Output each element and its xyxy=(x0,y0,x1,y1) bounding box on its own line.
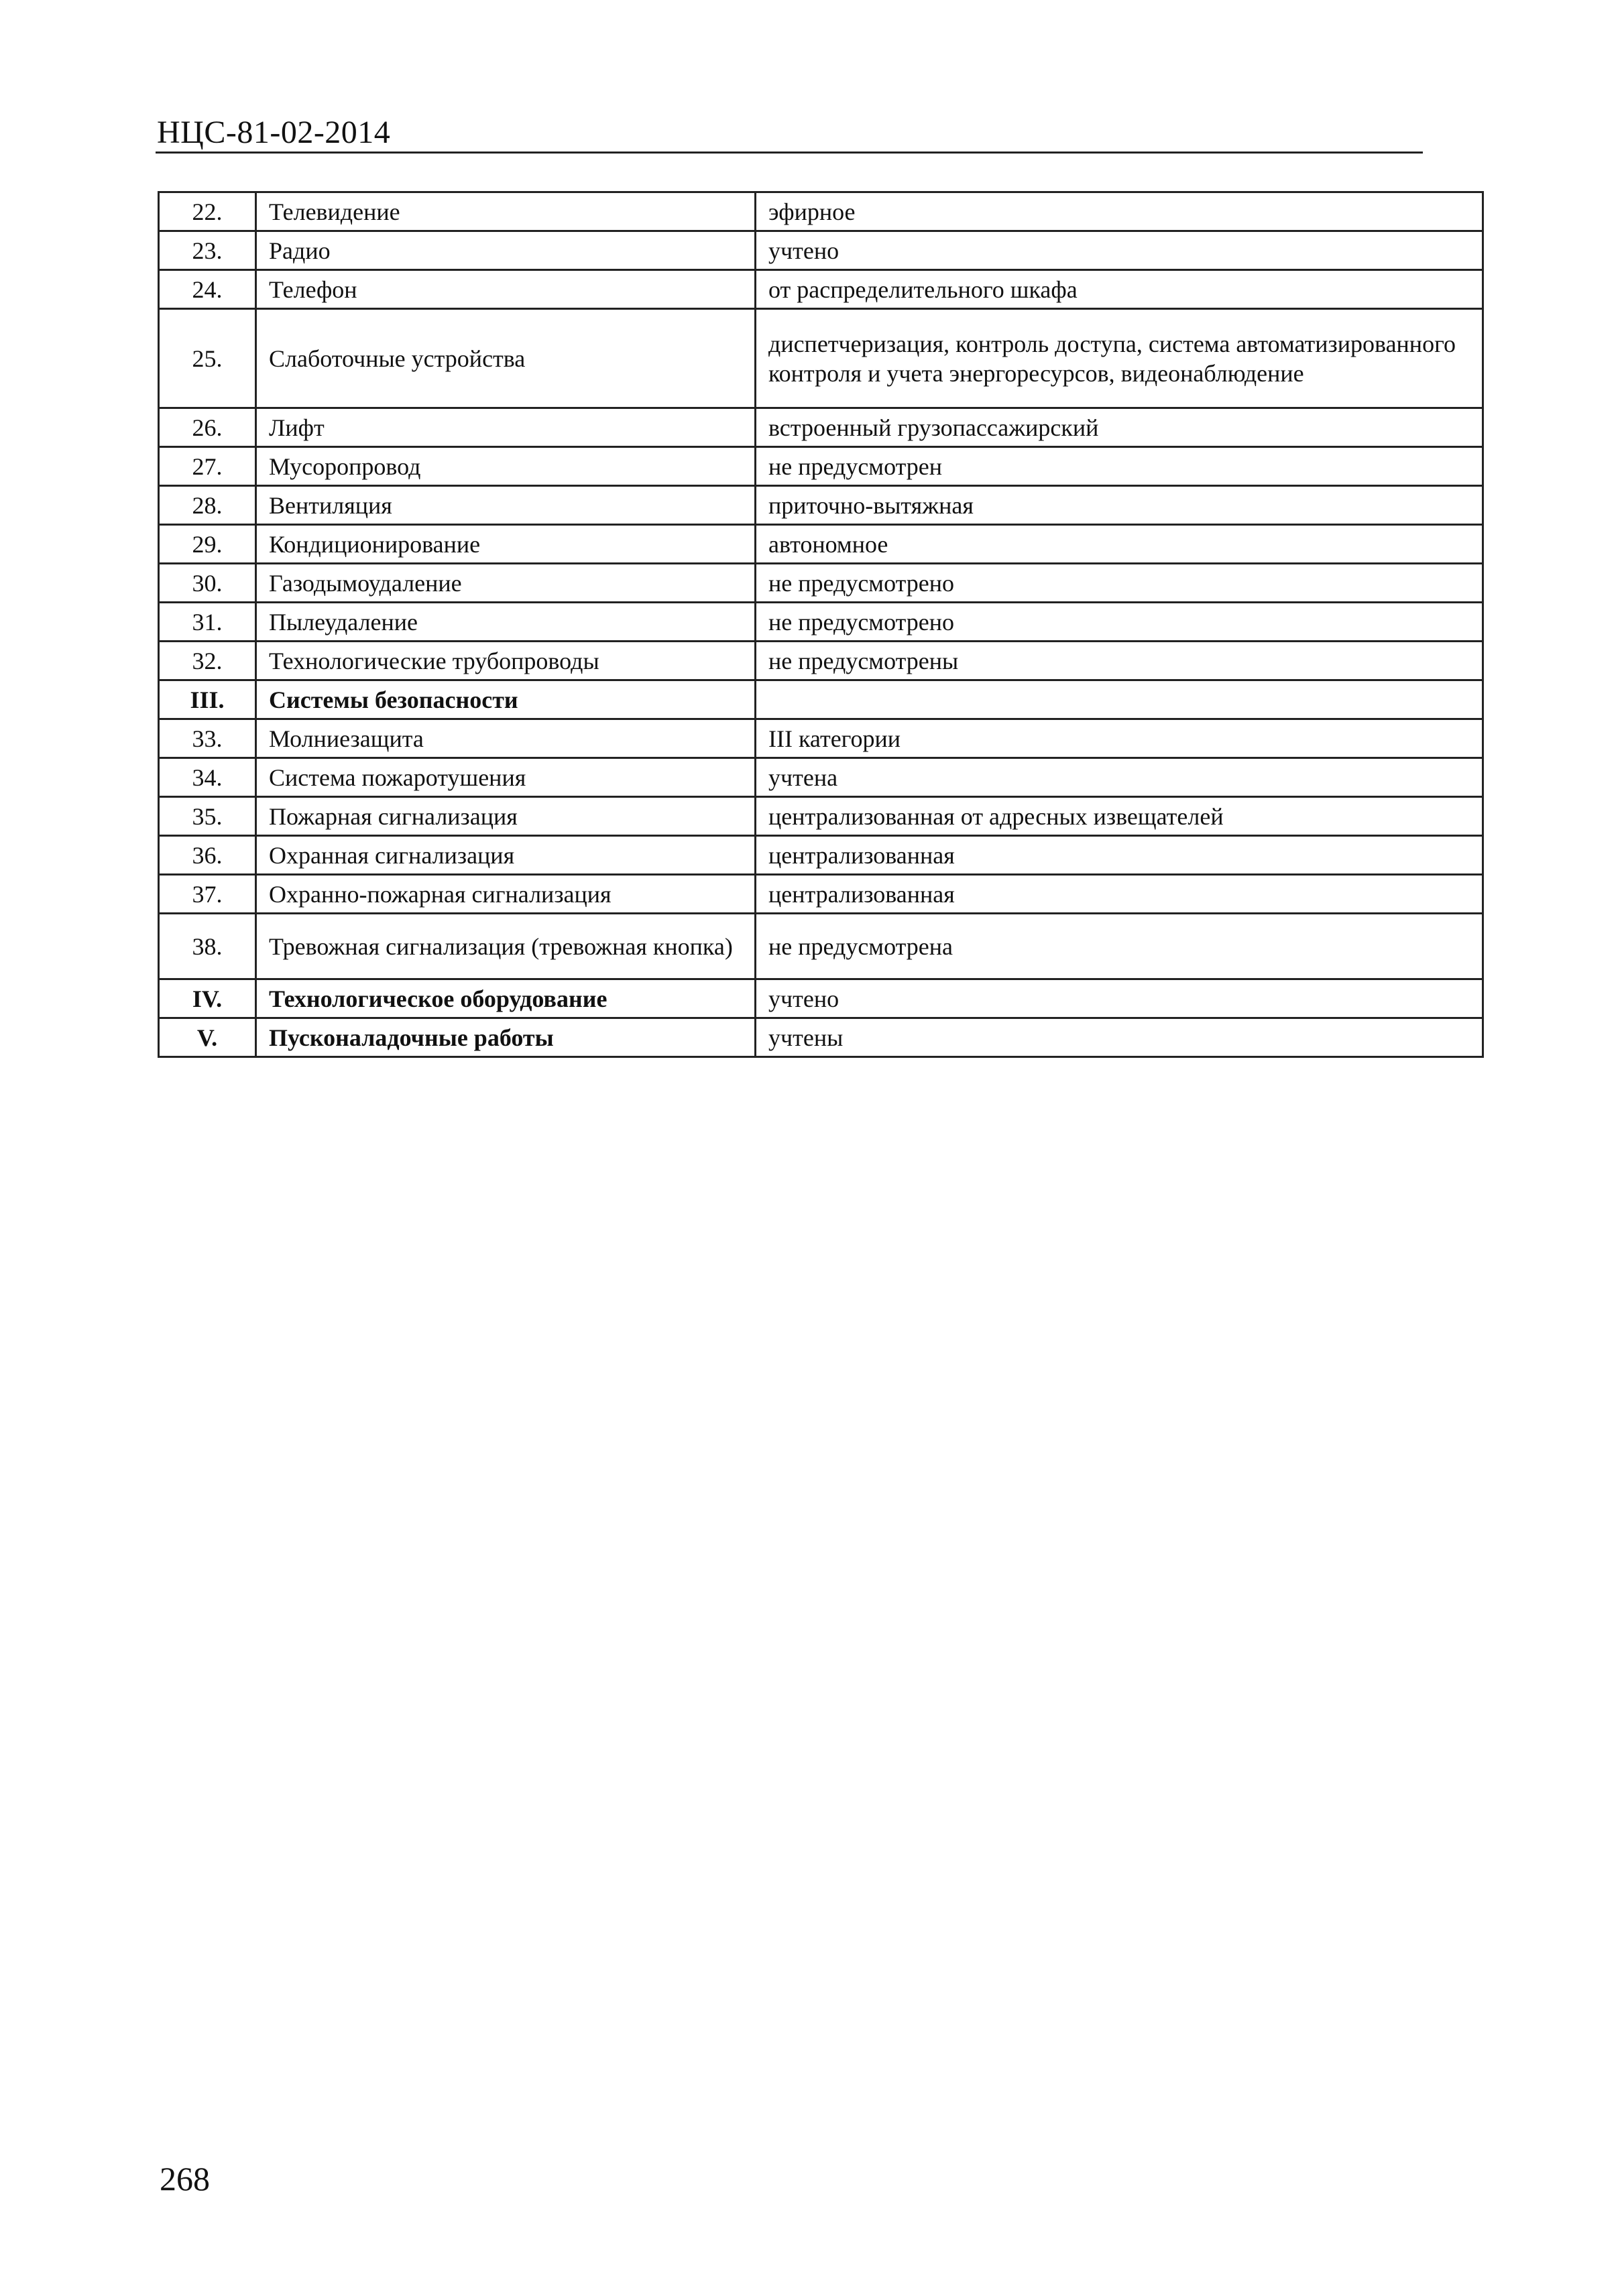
row-name: Пылеудаление xyxy=(256,603,756,642)
row-number: 37. xyxy=(159,875,256,914)
row-number: 38. xyxy=(159,914,256,979)
table-row xyxy=(159,719,1483,758)
page-number: 268 xyxy=(160,2160,210,2197)
table-row xyxy=(159,231,1483,270)
table-row xyxy=(159,642,1483,680)
row-number: 27. xyxy=(159,447,256,486)
row-number: 30. xyxy=(159,564,256,603)
section-title: Системы безопасности xyxy=(256,680,756,719)
row-value: не предусмотрена xyxy=(756,914,1483,979)
table-row xyxy=(159,408,1483,447)
row-name: Охранная сигнализация xyxy=(256,836,756,875)
row-name: Пожарная сигнализация xyxy=(256,797,756,836)
section-number: V. xyxy=(159,1018,256,1057)
row-value: централизованная от адресных извещателей xyxy=(756,797,1483,836)
table-row xyxy=(159,525,1483,564)
table-row xyxy=(159,758,1483,797)
row-number: 36. xyxy=(159,836,256,875)
row-number: 29. xyxy=(159,525,256,564)
row-value: от распределительного шкафа xyxy=(756,270,1483,309)
row-value: учтено xyxy=(756,979,1483,1018)
row-value: приточно-вытяжная xyxy=(756,486,1483,525)
table-row xyxy=(159,564,1483,603)
row-value: встроенный грузопассажирский xyxy=(756,408,1483,447)
row-value xyxy=(756,680,1483,719)
row-name: Молниезащита xyxy=(256,719,756,758)
row-name: Слаботочные устройства xyxy=(256,309,756,408)
table-row xyxy=(159,836,1483,875)
table-row xyxy=(159,875,1483,914)
row-value: не предусмотрено xyxy=(756,603,1483,642)
table-row xyxy=(159,603,1483,642)
row-name: Радио xyxy=(256,231,756,270)
section-row xyxy=(159,680,1483,719)
row-number: 26. xyxy=(159,408,256,447)
row-value: эфирное xyxy=(756,192,1483,231)
row-number: 34. xyxy=(159,758,256,797)
row-number: 24. xyxy=(159,270,256,309)
row-name: Тревожная сигнализация (тревожная кнопка) xyxy=(256,914,756,979)
header-rule xyxy=(156,152,1423,154)
row-name: Мусоропровод xyxy=(256,447,756,486)
row-name: Вентиляция xyxy=(256,486,756,525)
row-value: не предусмотрен xyxy=(756,447,1483,486)
section-row xyxy=(159,1018,1483,1057)
section-number: IV. xyxy=(159,979,256,1018)
row-number: 25. xyxy=(159,309,256,408)
section-title: Пусконаладочные работы xyxy=(256,1018,756,1057)
document-header xyxy=(156,107,1423,154)
row-number: 28. xyxy=(159,486,256,525)
table-row xyxy=(159,270,1483,309)
row-name: Лифт xyxy=(256,408,756,447)
row-name: Кондиционирование xyxy=(256,525,756,564)
document-code: НЦС-81-02-2014 xyxy=(157,115,391,150)
row-value: не предусмотрено xyxy=(756,564,1483,603)
row-name: Технологические трубопроводы xyxy=(256,642,756,680)
row-number: 33. xyxy=(159,719,256,758)
row-value: учтена xyxy=(756,758,1483,797)
specification-table xyxy=(158,191,1484,1058)
row-value: не предусмотрены xyxy=(756,642,1483,680)
row-number: 23. xyxy=(159,231,256,270)
row-number: 22. xyxy=(159,192,256,231)
section-row xyxy=(159,979,1483,1018)
row-number: 35. xyxy=(159,797,256,836)
row-number: 32. xyxy=(159,642,256,680)
row-number: 31. xyxy=(159,603,256,642)
row-name: Охранно-пожарная сигнализация xyxy=(256,875,756,914)
table-row xyxy=(159,309,1483,408)
row-value: учтены xyxy=(756,1018,1483,1057)
section-title: Технологическое оборудование xyxy=(256,979,756,1018)
row-name: Телефон xyxy=(256,270,756,309)
row-name: Телевидение xyxy=(256,192,756,231)
table-row xyxy=(159,914,1483,979)
row-value: III категории xyxy=(756,719,1483,758)
row-value: автономное xyxy=(756,525,1483,564)
row-value: централизованная xyxy=(756,836,1483,875)
row-value: учтено xyxy=(756,231,1483,270)
row-name: Газодымоудаление xyxy=(256,564,756,603)
table-row xyxy=(159,486,1483,525)
row-name: Система пожаротушения xyxy=(256,758,756,797)
section-number: III. xyxy=(159,680,256,719)
table-row xyxy=(159,447,1483,486)
table-row xyxy=(159,192,1483,231)
row-value: централизованная xyxy=(756,875,1483,914)
row-value: диспетчеризация, контроль доступа, система автоматизированного контроля и учета энергоресурсов, видеонаблюдение xyxy=(756,309,1483,408)
table-row xyxy=(159,797,1483,836)
